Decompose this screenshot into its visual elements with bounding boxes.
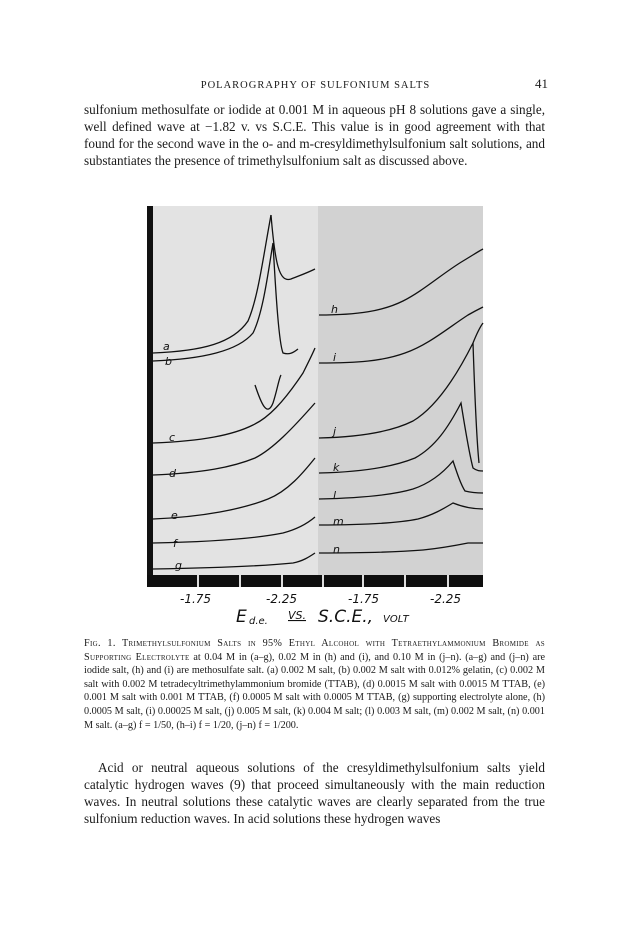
- figure-caption: [84, 637, 545, 732]
- axis-label-vs: VS.: [288, 609, 307, 622]
- curve-label-m: m: [333, 515, 344, 528]
- curve-label-k: k: [333, 461, 340, 474]
- right-panel: [318, 206, 483, 586]
- axis-label-e: E: [236, 607, 247, 627]
- axis-label-de: d.e.: [249, 616, 268, 627]
- tick-label: -1.75: [348, 592, 380, 606]
- curve-label-b: b: [165, 355, 172, 368]
- axis-label-volt: VOLT: [383, 614, 409, 625]
- running-head: POLAROGRAPHY OF SULFONIUM SALTS: [200, 80, 431, 91]
- figure-polarogram: [143, 203, 488, 628]
- curve-label-c: c: [169, 431, 176, 444]
- caption-body: at 0.04 M in (a–g), 0.02 M in (h) and (i), and 0.10 M in (j–n). (a–g) and (j–n) are iodide salt, (h) and (i) are methosulfate salt. (a) 0.002 M salt, (b) 0.002 M salt with 0.012% gelatin, (c) 0.002 M salt with 0.002 M tetradecyltrimethylammonium bromide (TTAB), (d) 0.0015 M salt with 0.0015 M TTAB, (e) 0.001 M salt with 0.001 M TTAB, (f) 0.0005 M salt with 0.0005 M TTAB, (g) supporting electrolyte alone, (h) 0.0005 M salt, (i) 0.00025 M salt, (j) 0.005 M salt, (k) 0.004 M salt; (l) 0.003 M salt, (m) 0.002 M salt, (n) 0.001 M salt. (a–g) f = 1/50, (h–i) f = 1/20, (j–n) f = 1/200.: [84, 651, 546, 731]
- curve-label-d: d: [169, 467, 176, 480]
- left-border: [147, 206, 153, 586]
- axis-label-sce: S.C.E.,: [318, 607, 374, 627]
- curve-label-a: a: [163, 340, 170, 353]
- paragraph-1: sulfonium methosulfate or iodide at 0.001 M in aqueous pH 8 solutions gave a single, well defined wave at −1.82 v. vs S.C.E. This value is in good agreement with that found for the second wave in the o- and m-cresyldimethylsulfonium salt solutions, and substantiates the presence of trimethylsulfonium salt as discussed above.: [84, 102, 545, 168]
- caption-title: Trimethylsulfonium Salts in 95% Ethyl Alcohol with Tetraethylammonium Bromide as Supporting Electrolyte: [84, 638, 546, 663]
- curve-label-j: j: [333, 425, 337, 438]
- tick-label: -2.25: [266, 592, 298, 606]
- paragraph-2: Acid or neutral aqueous solutions of the cresyldimethylsulfonium salts yield catalytic hydrogen waves (9) that proceed simultaneously with the main reduction waves. In neutral solutions these catalytic waves are clearly separated from the true sulfonium reduction waves. In acid solutions these hydrogen waves: [84, 760, 545, 826]
- curve-label-n: n: [333, 543, 340, 556]
- curve-label-e: e: [171, 509, 178, 522]
- tick-label: -1.75: [180, 592, 212, 606]
- page-number: 41: [535, 76, 548, 91]
- curve-label-g: g: [175, 559, 182, 572]
- curve-label-l: l: [333, 489, 337, 502]
- curve-label-f: f: [173, 537, 177, 550]
- tick-label: -2.25: [430, 592, 462, 606]
- left-panel: [148, 206, 318, 586]
- curve-label-h: h: [331, 303, 338, 316]
- curve-label-i: i: [333, 351, 337, 364]
- caption-fig-number: Fig. 1.: [84, 638, 116, 649]
